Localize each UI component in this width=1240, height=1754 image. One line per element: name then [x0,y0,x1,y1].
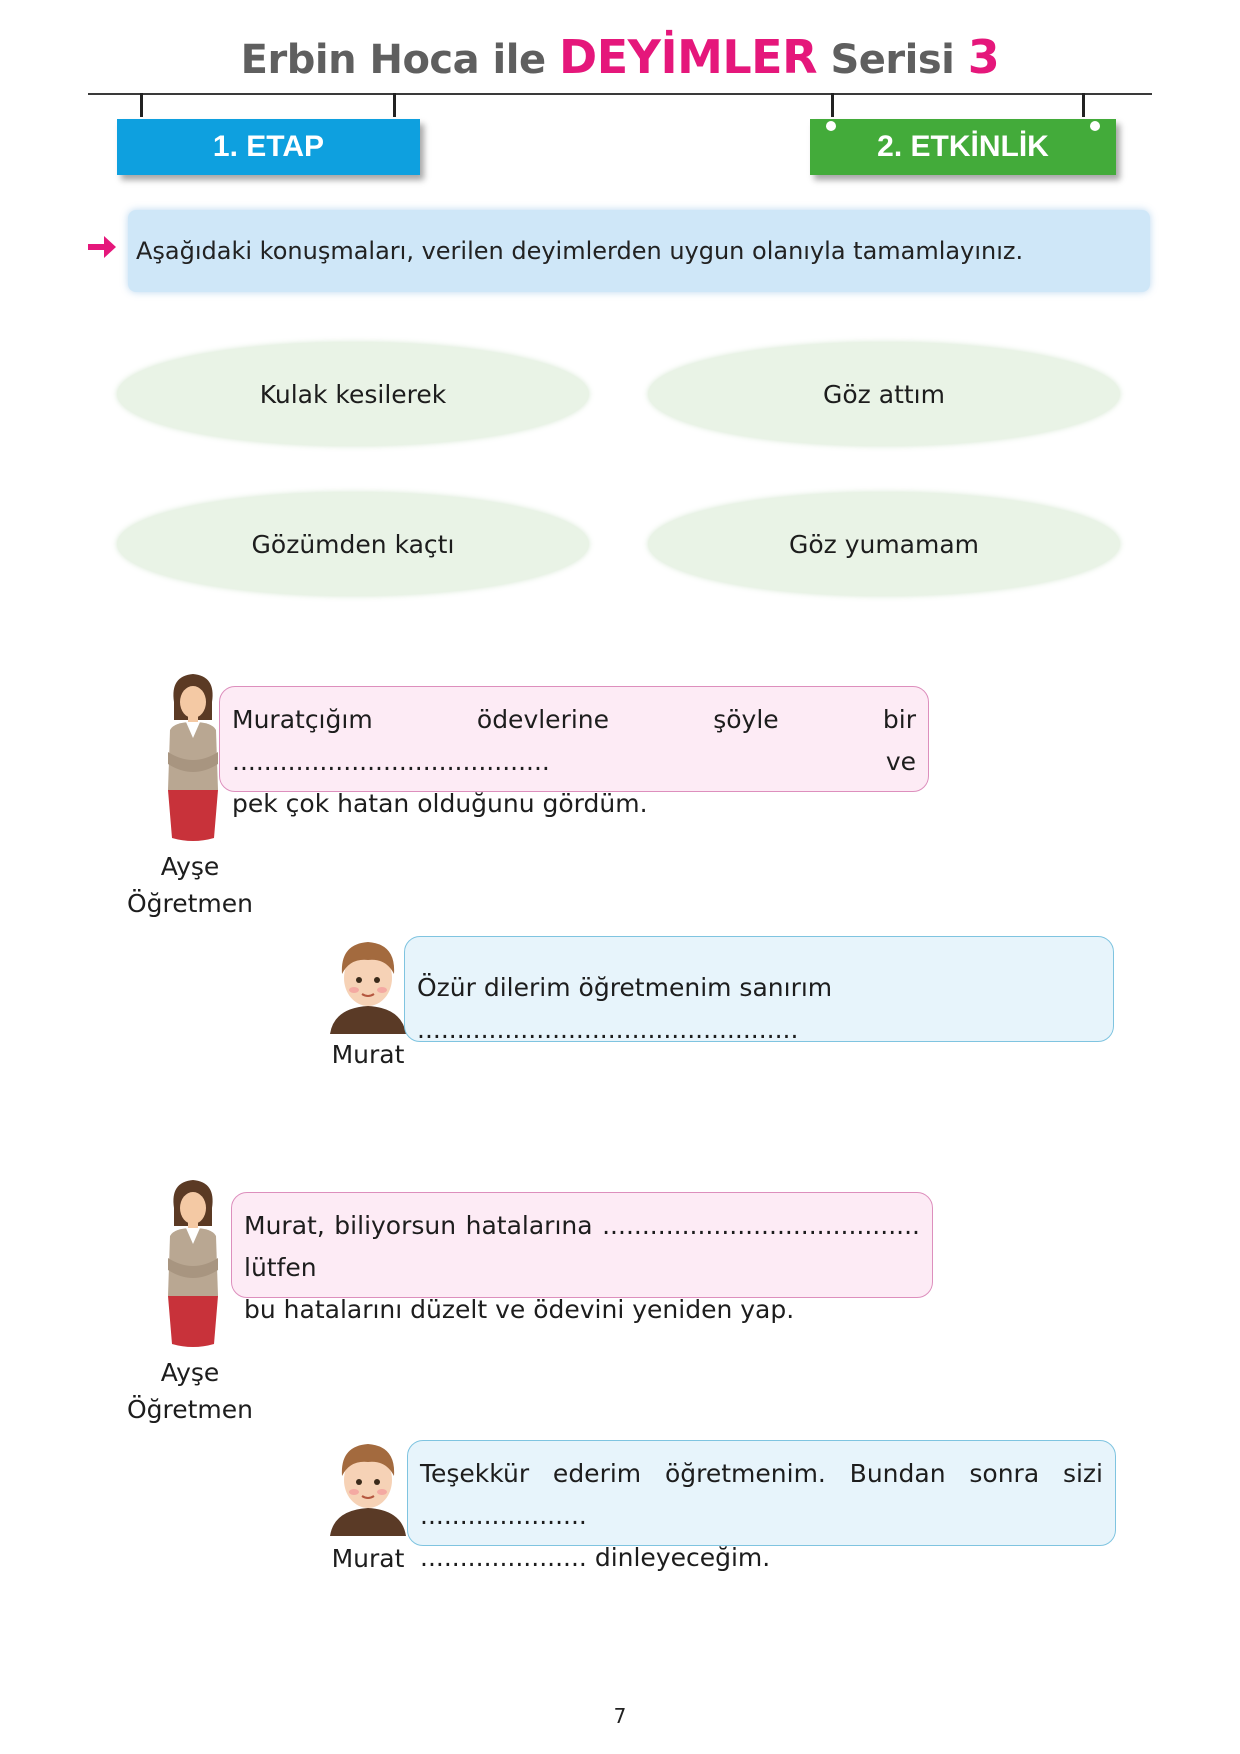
page-number: 7 [613,1704,627,1728]
idiom-text: Kulak kesilerek [259,379,447,409]
etkinlik-tag [810,119,1116,175]
idiom-text: Gözümden kaçtı [251,529,455,559]
instruction-text: Aşağıdaki konuşmaları, verilen deyimlerden uygun olanıyla tamamlayınız. [136,237,1024,265]
page-title [0,30,1240,84]
arrow-right-icon [86,232,118,262]
dialogue-line: ..................... dinleyeceğim. [420,1543,771,1572]
student-boy-icon [326,1438,410,1536]
hook-left-1 [140,93,143,117]
hook-right-2 [1082,93,1085,117]
teacher-figure-icon [160,672,226,844]
speech-bubble-student [404,936,1114,1042]
tag-hole-left [826,121,836,131]
speech-bubble-teacher [231,1192,933,1324]
speech-bubble-student [407,1440,1116,1572]
speaker-name-ayse [120,1354,260,1428]
idiom-option [117,342,589,446]
speaker-name-ayse [120,848,260,922]
etap-label: 1. ETAP [212,130,325,163]
etap-tag [117,119,420,175]
speaker-name-murat [310,1036,426,1073]
dialogue-line: Teşekkür ederim öğretmenim. Bundan sonra sizi ..................... [420,1459,1103,1530]
speaker-first-name: Ayşe [160,852,220,881]
idiom-option [117,492,589,596]
idiom-text: Göz attım [823,379,945,409]
header-rule [88,93,1152,95]
idiom-option [648,342,1120,446]
teacher-figure-icon [160,1178,226,1350]
etkinlik-label: 2. ETKİNLİK [877,130,1049,163]
student-boy-icon [326,936,410,1034]
tag-hole-right [1090,121,1100,131]
dialogue-line: Murat, biliyorsun hatalarına ........................................ lütfen [244,1211,920,1282]
speaker-name-murat [310,1540,426,1577]
dialogue-line: pek çok hatan olduğunu gördüm. [232,789,648,818]
dialogue-line: Muratçığım ödevlerine şöyle bir ........................................ ve [232,705,916,776]
title-part-4: 3 [967,30,1000,84]
speaker-title: Öğretmen [126,889,254,918]
hook-left-2 [393,93,396,117]
hook-right-1 [831,93,834,117]
title-part-3: Serisi [830,37,955,83]
speaker-first-name: Murat [331,1544,405,1573]
idiom-text: Göz yumamam [788,529,980,559]
speaker-first-name: Ayşe [160,1358,220,1387]
instruction-box [128,210,1150,292]
title-part-1: Erbin Hoca ile [240,37,546,83]
speaker-first-name: Murat [331,1040,405,1069]
title-part-2: DEYİMLER [559,30,818,84]
idiom-option [648,492,1120,596]
speech-bubble-teacher [219,686,929,818]
speaker-title: Öğretmen [126,1395,254,1424]
dialogue-line: bu hatalarını düzelt ve ödevini yeniden yap. [244,1295,795,1324]
dialogue-line: Özür dilerim öğretmenim sanırım ................................................ [417,973,833,1044]
